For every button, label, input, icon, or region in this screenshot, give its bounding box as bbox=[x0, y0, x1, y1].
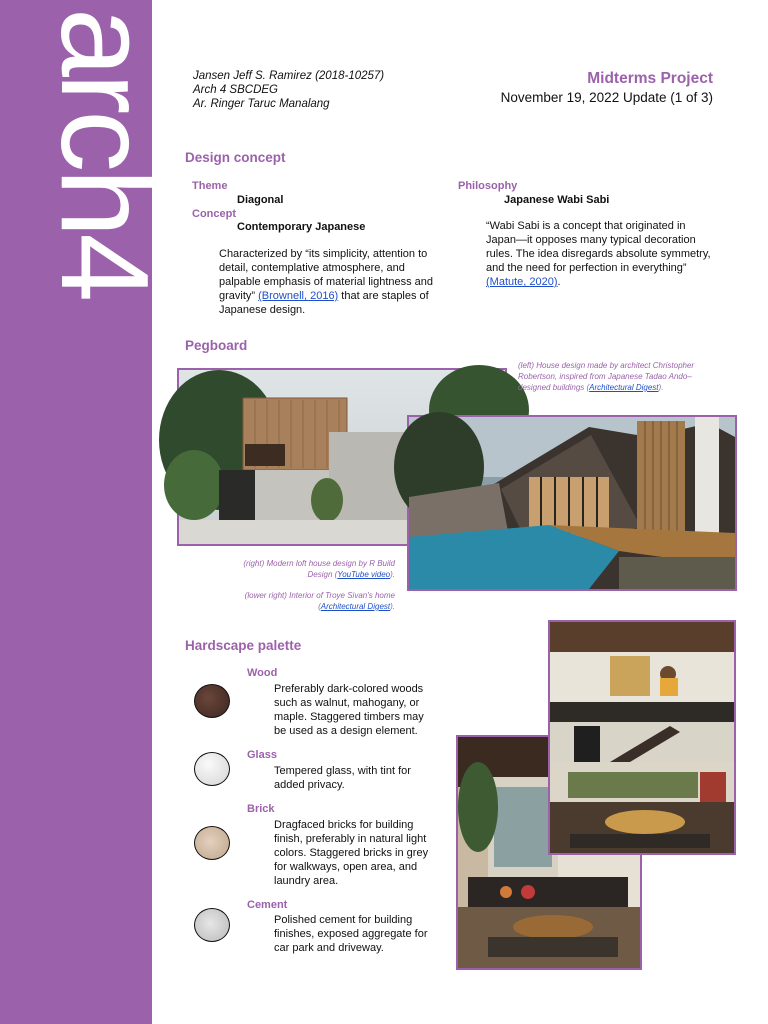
philosophy-value: Japanese Wabi Sabi bbox=[504, 194, 610, 206]
concept-text: Characterized by “its simplicity, attention to detail, contemplative atmosphere, and palpable emphasis of material lightness and gravity” bbox=[219, 248, 434, 302]
caption-left-house bbox=[518, 360, 696, 393]
philosophy-text: “Wabi Sabi is a concept that originated in Japan—it opposes many typical decoration rules. The idea disregards absolute symmetry, and the need for perfection in everything” bbox=[486, 220, 711, 274]
loft-interior-illustration bbox=[550, 622, 734, 853]
loft-interior-photo bbox=[548, 620, 736, 855]
matute-citation-link[interactable]: (Matute, 2020) bbox=[486, 276, 558, 288]
wood-swatch bbox=[194, 684, 230, 718]
glass-swatch bbox=[194, 752, 230, 786]
concept-value: Contemporary Japanese bbox=[237, 221, 366, 233]
caption-lower-link[interactable]: Architectural Digest bbox=[320, 602, 391, 611]
philosophy-tail: . bbox=[557, 276, 561, 288]
philosophy-description bbox=[486, 219, 716, 289]
logo-text: arch4 bbox=[35, 8, 173, 299]
cement-description: Polished cement for building finishes, exposed aggregate for car park and driveway. bbox=[274, 914, 428, 954]
caption-right-tail: ). bbox=[390, 570, 395, 579]
cement-label: Cement bbox=[247, 899, 288, 911]
caption-lower-tail: ). bbox=[390, 602, 395, 611]
brick-description: Dragfaced bricks for building finish, preferably in natural light colors. Staggered bricks in grey for walkways, open area, and laundry area. bbox=[274, 819, 429, 887]
pegboard-heading: Pegboard bbox=[185, 338, 248, 353]
brick-swatch bbox=[194, 826, 230, 860]
glass-label: Glass bbox=[247, 749, 277, 761]
caption-left-link[interactable]: Architectural Digest bbox=[589, 383, 659, 392]
caption-lower-text: (lower right) Interior of Troye Sivan's home ( bbox=[244, 591, 395, 611]
caption-right-text: (right) Modern loft house design by R Build Design ( bbox=[243, 559, 395, 579]
theme-value: Diagonal bbox=[237, 194, 284, 206]
concept-label: Concept bbox=[192, 208, 236, 220]
glass-description: Tempered glass, with tint for added privacy. bbox=[274, 765, 411, 791]
loft-house-photo bbox=[407, 415, 737, 591]
caption-left-tail: ). bbox=[658, 383, 664, 392]
caption-right-link[interactable]: YouTube video bbox=[337, 570, 391, 579]
author-block bbox=[193, 69, 384, 111]
caption-lower-right bbox=[240, 590, 395, 612]
arch4-logo bbox=[35, 6, 173, 326]
update-line: November 19, 2022 Update (1 of 3) bbox=[500, 90, 713, 105]
loft-house-illustration bbox=[409, 417, 735, 589]
section-name: Arch 4 SBCDEG bbox=[193, 84, 278, 96]
concept-tail: that are staples of Japanese design. bbox=[219, 290, 429, 316]
caption-left-text: (left) House design made by architect Christopher Robertson, inspired from Japanese Tadao Ando–designed buildings ( bbox=[518, 361, 695, 392]
caption-right-house bbox=[240, 558, 395, 580]
hardscape-heading: Hardscape palette bbox=[185, 638, 302, 653]
theme-label: Theme bbox=[192, 180, 228, 192]
brick-label: Brick bbox=[247, 803, 275, 815]
sidebar-band bbox=[0, 0, 173, 1024]
author-name: Jansen Jeff S. Ramirez (2018-10257) bbox=[193, 70, 385, 82]
concept-description bbox=[219, 247, 447, 317]
brownell-citation-link[interactable]: (Brownell, 2016) bbox=[258, 290, 339, 302]
instructor-name: Ar. Ringer Taruc Manalang bbox=[193, 98, 330, 110]
philosophy-label: Philosophy bbox=[458, 180, 518, 192]
wood-description: Preferably dark-colored woods such as walnut, mahogany, or maple. Staggered timbers may be used as a design element. bbox=[274, 683, 424, 737]
wood-label: Wood bbox=[247, 667, 278, 679]
design-concept-heading: Design concept bbox=[185, 150, 286, 165]
cement-swatch bbox=[194, 908, 230, 942]
project-title: Midterms Project bbox=[587, 70, 713, 87]
